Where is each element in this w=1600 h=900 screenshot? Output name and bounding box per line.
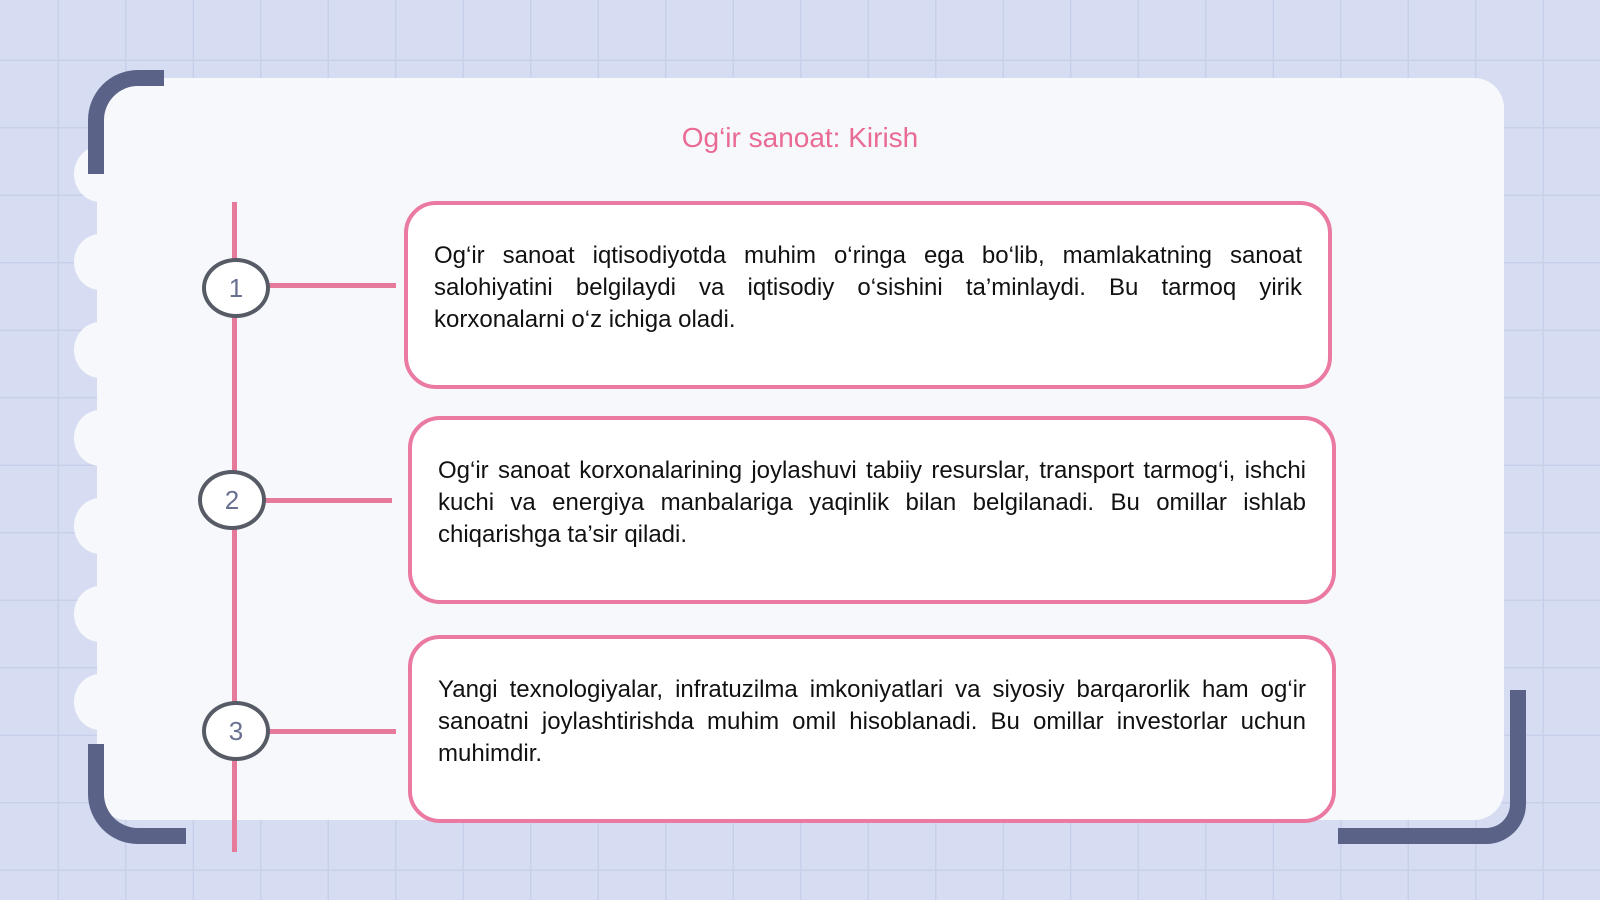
timeline-node-1: 1 <box>202 258 270 318</box>
card-scallop <box>74 674 126 730</box>
timeline-card-1 <box>404 201 1332 389</box>
timeline-connector <box>258 498 392 503</box>
timeline-connector <box>262 729 396 734</box>
timeline-card-3 <box>408 635 1336 823</box>
frame-corner-bottom-right <box>1338 690 1526 844</box>
card-scallop <box>74 234 126 290</box>
card-scallop <box>74 498 126 554</box>
timeline-card-2 <box>408 416 1336 604</box>
timeline-card-text: Yangi texnologiyalar, infratuzilma imkoniyatlari va siyosiy barqarorlik ham og‘ir sanoatni joylashtirishda muhim omil hisoblanadi. Bu omillar investorlar uchun muhimdir. <box>438 676 1306 767</box>
card-scallop <box>74 410 126 466</box>
timeline-card-text: Og‘ir sanoat korxonalarining joylashuvi tabiiy resurslar, transport tarmog‘i, ishchi kuchi va energiya manbalariga yaqinlik bilan belgilanadi. Bu omillar ishlab chiqarishga ta’sir qiladi. <box>438 457 1306 548</box>
timeline-card-text: Og‘ir sanoat iqtisodiyotda muhim o‘ringa ega bo‘lib, mamlakatning sanoat salohiyatini belgilaydi va iqtisodiy o‘sishini ta’minlaydi. Bu tarmoq yirik korxonalarni o‘z ichiga oladi. <box>434 242 1302 333</box>
slide-title: Og‘ir sanoat: Kirish <box>681 122 919 153</box>
timeline-node-2: 2 <box>198 470 266 530</box>
card-scallop <box>74 322 126 378</box>
timeline-node-3: 3 <box>202 701 270 761</box>
frame-corner-bottom-left <box>88 744 186 844</box>
card-scallop <box>74 586 126 642</box>
frame-corner-top-left <box>88 70 164 174</box>
timeline-connector <box>262 283 396 288</box>
